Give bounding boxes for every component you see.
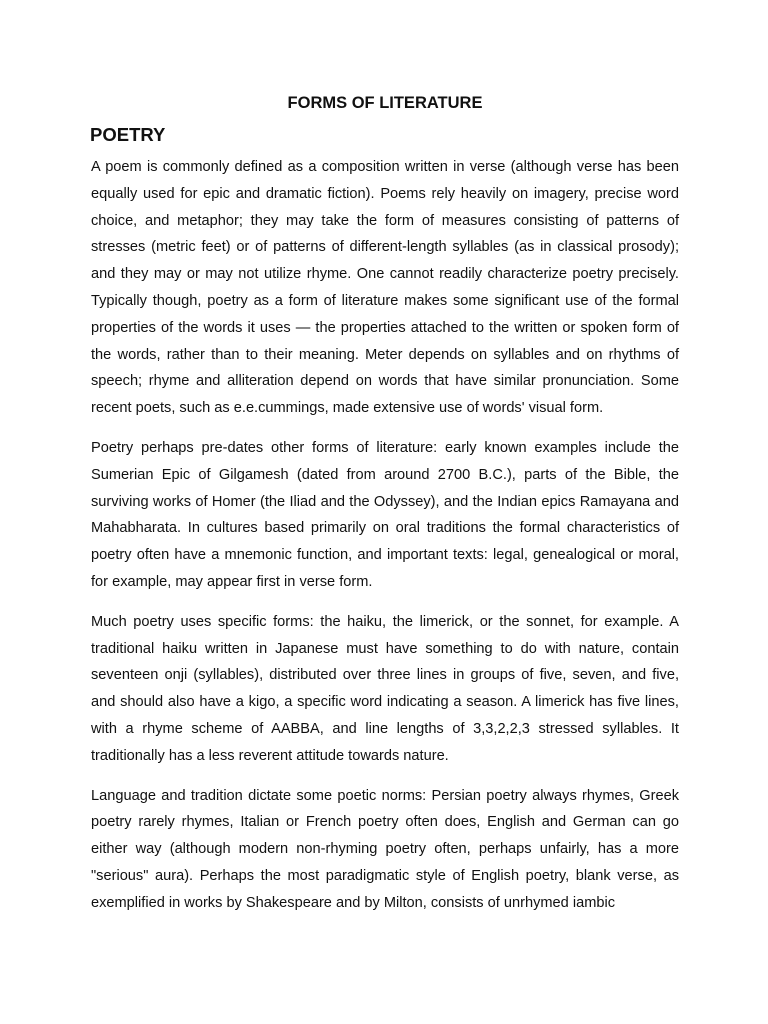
paragraph-norms: Language and tradition dictate some poetic norms: Persian poetry always rhymes, Greek poetry rarely rhymes, Italian or French poetry often does, English and German can go either way (although modern non-rhyming poetry often, perhaps unfairly, has a more "serious" aura). Perhaps the most paradigmatic style of English poetry, blank verse, as exemplified in works by Shakespeare and by Milton, consists of unrhymed iambic [91,787,679,911]
paragraph-definition: A poem is commonly defined as a composition written in verse (although verse has been equally used for epic and dramatic fiction). Poems rely heavily on imagery, precise word choice, and metaphor; they may take the form of measures consisting of patterns of stresses (metric feet) or of patterns of different-length syllables (as in classical prosody); and they may or may not utilize rhyme. One cannot readily characterize poetry precisely. Typically though, poetry as a form of literature makes some significant use of the formal properties of the words it uses — the properties attached to the written or spoken form of the words, rather than to their meaning. Meter depends on syllables and on rhythms of speech; rhyme and alliteration depend on words that have similar pronunciation. Some recent poets, such as e.e.cummings, made extensive use of words' visual form. [91,159,679,417]
document-title: FORMS OF LITERATURE [287,94,483,112]
section-heading-poetry: POETRY [90,124,166,145]
paragraph-forms: Much poetry uses specific forms: the haiku, the limerick, or the sonnet, for example. A traditional haiku written in Japanese must have something to do with nature, contain seventeen onji (syllables), distributed over three lines in groups of five, seven, and five, and should also have a kigo, a specific word indicating a season. A limerick has five lines, with a rhyme scheme of AABBA, and line lengths of 3,3,2,2,3 stressed syllables. It traditionally has a less reverent attitude towards nature. [91,613,679,764]
paragraph-history: Poetry perhaps pre-dates other forms of literature: early known examples include the Sumerian Epic of Gilgamesh (dated from around 2700 B.C.), parts of the Bible, the surviving works of Homer (the Iliad and the Odyssey), and the Indian epics Ramayana and Mahabharata. In cultures based primarily on oral traditions the formal characteristics of poetry often have a mnemonic function, and important texts: legal, genealogical or moral, for example, may appear first in verse form. [91,439,679,590]
